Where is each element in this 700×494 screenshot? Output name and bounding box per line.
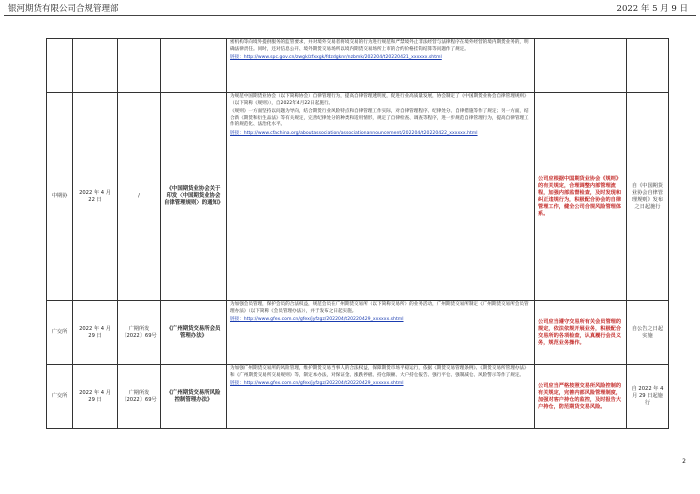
- org-cell: [47, 39, 73, 93]
- impact-cell: [535, 39, 627, 93]
- law-cell: [161, 39, 227, 93]
- effective-cell: [627, 39, 669, 93]
- summary-cell: [227, 39, 535, 93]
- org-cell: 广交所: [47, 365, 73, 429]
- summary-text: 为加强广州期货交易所的风险管理，维护期货交易当事人的合法权益，保障期货市场平稳运行，依据《期货交易管理条例》、《期货交易所管理办法》和《广州期货交易所交易规则》等，制定本办法，对保证金、涨跌停板、持仓限额、大户持仓报告、强行平仓、强制减仓、风险警示等作了规定。: [230, 366, 529, 378]
- page-number: 2: [682, 458, 686, 465]
- law-cell: 《广州期货交易所会员管理办法》: [161, 301, 227, 365]
- doc-no-cell: 广期所发〔2022〕69号: [118, 365, 161, 429]
- summary-text: 为规范中国期货业协会（以下简称协会）自律管理行为，提高自律管理透明度，促进行业高质量发展，协会制定了《中国期货业协会自律管理规则》（以下简称《规则》），自2022年4月22日起施行。: [230, 94, 529, 106]
- summary-cell: [227, 301, 535, 365]
- date-cell: 2022 年 4 月 29 日: [73, 365, 118, 429]
- summary-cell: [227, 93, 535, 301]
- report-date: 2022 年 5 月 9 日: [616, 4, 688, 14]
- doc-no-cell: [118, 39, 161, 93]
- summary-text: 密机构等向境外提供服务的监管要求，并对境外交易者将境交易的行为进行规范和严禁境外止非法经营与法律程序在境外经营的境内期货业务的，明确法律责任。同时，还对信息公开、境外期货交易场所以境内期货交易场所上市的合约价格挂钩结算等问题作了规定。: [230, 40, 529, 52]
- effective-cell: 自公告之日起实施: [627, 301, 669, 365]
- summary-link[interactable]: 链接：http://www.gfex.com.cn/gfex/jyfzgz/202204/t20220429_xxxxxx.shtml: [230, 381, 404, 386]
- date-cell: 2022 年 4 月 22 日: [73, 93, 118, 301]
- summary-text: 《规则》一方面坚持以问题为导向，结合期货行业风险特点和自律管理工作实际，对自律管理程序、纪律处分、自律措施等作了规定；另一方面，结合新《期货和衍生品法》等有关规定，完善纪律处分的种类和适用情形，规定了自律检查、调查等程序，进一步规范自律管理行为，提高自律管理工作的规范化、法治化水平。: [230, 109, 529, 127]
- impact-cell: 公司应当严格按照交易所风险控制的有关规定，完善内部风险管理制度，加强对客户持仓的监控，及时报告大户持仓，防范期货交易风险。: [535, 365, 627, 429]
- table-row: [47, 39, 669, 93]
- effective-cell: 自《中国期货业协会自律管理规则》发布之日起施行: [627, 93, 669, 301]
- date-cell: 2022 年 4 月 29 日: [73, 301, 118, 365]
- header-divider: [4, 15, 696, 16]
- summary-link[interactable]: 链接：http://www.spc.gov.cn/zwgk/zfxxgk/fdzdgknr/nzbmk/202204/t20220421_xxxxxx.shtml: [230, 55, 442, 60]
- company-header: 银河期货有限公司合规管理部: [8, 4, 119, 14]
- summary-text: 为加强会员管理，保护会员的合法权益，规范会员在广州期货交易所（以下简称交易所）的业务活动，广州期货交易所制定《广州期货交易所会员管理办法》（以下简称《会员管理办法》），并于发布之日起实施。: [230, 302, 529, 314]
- effective-cell: 自 2022 年 4 月 29 日起施行: [627, 365, 669, 429]
- impact-cell: 公司应当遵守交易所有关会员管理的规定，依法依规开展业务，积极配合交易所的各项检查，认真履行会员义务，规范业务操作。: [535, 301, 627, 365]
- impact-cell: 公司应根据中国期货业协会《规则》的有关规定，合理调整内部管理流程，加强内部监督检查，及时发现和纠正违规行为，积极配合协会的自律管理工作，健全公司合规风险管理体系。: [535, 93, 627, 301]
- date-cell: [73, 39, 118, 93]
- org-cell: 中期协: [47, 93, 73, 301]
- table-row: [47, 301, 669, 365]
- law-cell: 《中国期货业协会关于印发〈中国期货业协会自律管理规则〉的通知》: [161, 93, 227, 301]
- law-cell: 《广州期货交易所风险控制管理办法》: [161, 365, 227, 429]
- summary-cell: [227, 365, 535, 429]
- summary-link[interactable]: 链接：http://www.gfex.com.cn/gfex/jyfzgz/202204/t20220429_xxxxxx.shtml: [230, 317, 404, 322]
- org-cell: 广交所: [47, 301, 73, 365]
- table-row: [47, 365, 669, 429]
- doc-no-cell: 广期所发〔2022〕69号: [118, 301, 161, 365]
- table-row: [47, 93, 669, 301]
- doc-no-cell: /: [118, 93, 161, 301]
- regulation-table: [46, 38, 669, 429]
- summary-link[interactable]: 链接：http://www.cfachina.org/aboutassociation/associationannouncement/202204/t20220422_xxxxxx.html: [230, 130, 478, 136]
